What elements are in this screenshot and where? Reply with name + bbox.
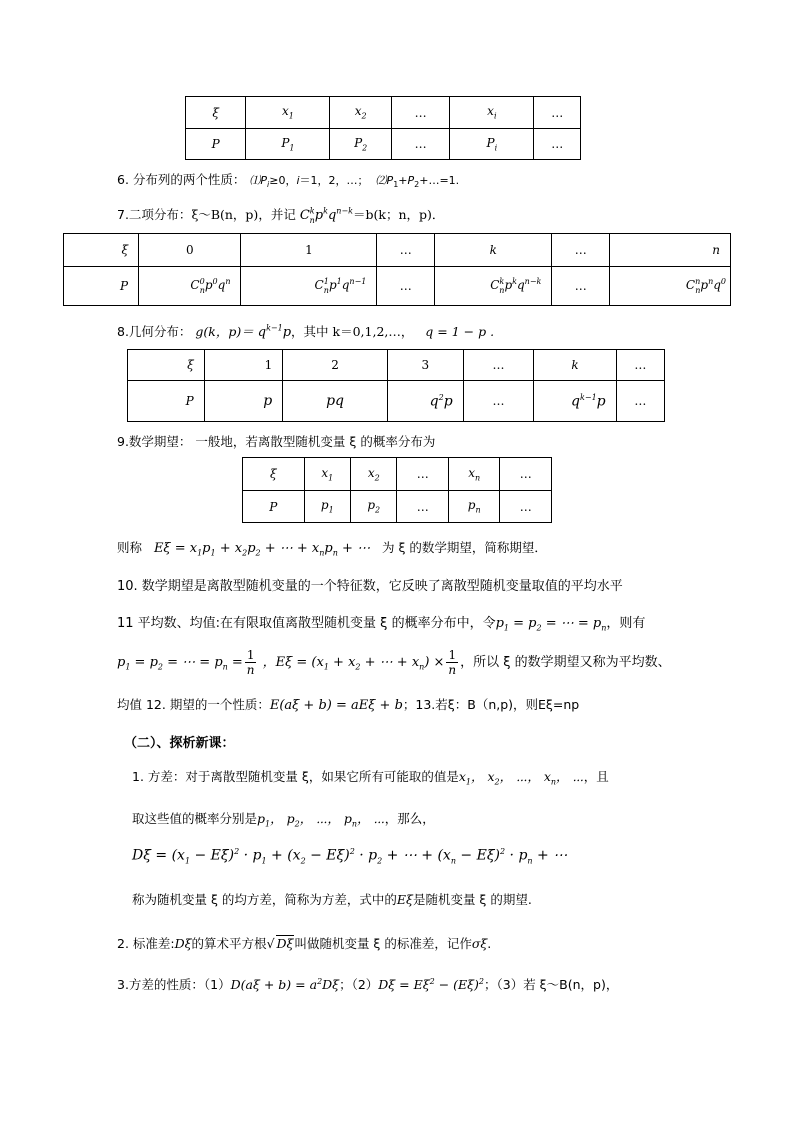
cell: $x_2$ — [351, 458, 397, 491]
standard-deviation: 2. 标准差:Dξ的算术平方根√ Dξ叫做随机变量 ξ 的标准差，记作σξ. — [117, 936, 492, 951]
cell: … — [391, 97, 449, 129]
cell: P — [186, 129, 246, 160]
cell: $q^2p$ — [387, 381, 463, 422]
item-11: 11 平均数、均值:在有限取值离散型随机变量 ξ 的概率分布中，令$p_1 = p_2$ = ⋯ = $p_n$，则有 — [117, 616, 646, 633]
cell: p — [204, 381, 283, 422]
cell: … — [397, 458, 449, 491]
item-7: 7.二项分布：ξ～B(n，p)，并记 $C^k_np^kq^{n-k}=b(k$；n，p)． — [117, 206, 445, 225]
cell: $p_1$ — [304, 491, 350, 523]
cell: $p_2$ — [351, 491, 397, 523]
cell: … — [377, 267, 435, 306]
item-10: 10. 数学期望是离散型随机变量的一个特征数，它反映了离散型随机变量取值的平均水平 — [117, 579, 623, 594]
cell: $C^k_np^kq^{n-k}$ — [435, 267, 552, 306]
cell: … — [463, 381, 534, 422]
cell: 1 — [204, 350, 283, 381]
variance-formula: $D\xi = (x_1 - E\xi)^2 \cdot p_1 + (x_2 - E\xi)^2 \cdot p_2$ + ⋯ + $(x_n - E\xi)^2 \cdot p_n$ + ⋯ — [132, 847, 568, 866]
item-11-cont: $p_1 = p_2$ = ⋯ = $p_n$ = $\frac{1}{n}$ ，$E\xi = (x_1 + x_2$ + ⋯ + $x_n$) × $\frac{1}{n}$ ，所以 ξ 的数学期望又称为平均数、 — [117, 648, 671, 677]
cell: k — [534, 350, 616, 381]
cell: $P_i$ — [450, 129, 534, 160]
cell: P — [128, 381, 205, 422]
binomial-table — [63, 233, 731, 306]
cell: k — [435, 234, 552, 267]
cell: $p_n$ — [448, 491, 500, 523]
cell: $C^n_np^nq^0$ — [610, 267, 731, 306]
cell: P — [243, 491, 305, 523]
cell: … — [534, 129, 581, 160]
property-2: ⑵P — [375, 174, 394, 187]
cell: $x_n$ — [448, 458, 500, 491]
expectation-table — [242, 457, 552, 523]
item-6: 6. 分布列的两个性质： $⑴P_i\ge 0$，i＝1，2，…； $⑵P_1+P_2+\dots=1$. — [117, 172, 460, 190]
cell: … — [616, 350, 664, 381]
item-8-label: 8.几何分布： — [117, 324, 192, 339]
cell: 0 — [139, 234, 241, 267]
cell: $x_i$ — [450, 97, 534, 129]
item-7-label: 7.二项分布： — [117, 207, 192, 222]
item-12: 均值 12. 期望的一个性质：E(aξ + b) = aEξ + b；13.若ξ：B（n,p)，则Eξ=np — [117, 697, 580, 713]
cell: … — [534, 97, 581, 129]
cell: … — [397, 491, 449, 523]
variance-definition: 1. 方差：对于离散型随机变量 ξ，如果它所有可能取的值是$x_1$， $x_2$， ⋯， $x_n$， ⋯，且 — [132, 769, 609, 787]
cell: … — [616, 381, 664, 422]
cell: $C^1_np^1q^{n-1}$ — [241, 267, 377, 306]
variance-probabilities: 取这些值的概率分别是$p_1$， $p_2$， ⋯， $p_n$， ⋯，那么， — [132, 811, 435, 829]
property-1: ⑴P — [249, 174, 268, 187]
cell: ξ — [243, 458, 305, 491]
cell: … — [463, 350, 534, 381]
cell: $x_1$ — [246, 97, 330, 129]
cell: $P_1$ — [246, 129, 330, 160]
binomial-formula: $C^k_np^kq^{n-k}$ — [299, 206, 353, 225]
cell: 3 — [387, 350, 463, 381]
cell: pq — [283, 381, 388, 422]
variance-properties: 3.方差的性质：$(1)D(a\xi + b) = a^2D\xi$；$(2)D\xi = E\xi^2 - (E\xi)^2$；（3）若 ξ～B(n，p)， — [117, 976, 619, 992]
item-6-label: 6. 分布列的两个性质： — [117, 172, 246, 187]
expectation-definition: 则称 $E\xi = x_1p_1 + x_2p_2$ + ⋯ + $x_np_n$ + ⋯ 为 ξ 的数学期望，简称期望． — [117, 540, 547, 558]
cell: … — [552, 267, 610, 306]
cell: $P_2$ — [330, 129, 391, 160]
cell: $q^{k-1}p$ — [534, 381, 616, 422]
item-9-label: 9.数学期望： — [117, 434, 192, 449]
cell: … — [377, 234, 435, 267]
cell: … — [552, 234, 610, 267]
expectation-formula: $E\xi = x_1p_1 + x_2p_2$ + ⋯ + $x_np_n$ + ⋯ — [153, 541, 371, 558]
distribution-table-top — [185, 96, 581, 160]
cell: ξ — [64, 234, 139, 267]
cell: … — [500, 491, 552, 523]
cell: $x_1$ — [304, 458, 350, 491]
cell: n — [610, 234, 731, 267]
cell: $x_2$ — [330, 97, 391, 129]
section-title: （二）、探析新课： — [124, 736, 235, 751]
cell: $C^0_np^0q^n$ — [139, 267, 241, 306]
item-8: 8.几何分布： g(k，$p)= q^{k-1}p$，其中 k＝0,1,2,…， q = 1 − p . — [117, 323, 495, 340]
cell: 1 — [241, 234, 377, 267]
geometric-table — [127, 349, 665, 422]
cell: … — [500, 458, 552, 491]
variance-note: 称为随机变量 ξ 的均方差，简称为方差，式中的Eξ是随机变量 ξ 的期望. — [132, 892, 532, 907]
cell: ξ — [186, 97, 246, 129]
item-9: 9.数学期望： 一般地，若离散型随机变量 ξ 的概率分布为 — [117, 434, 436, 449]
cell: … — [391, 129, 449, 160]
cell: P — [64, 267, 139, 306]
cell: 2 — [283, 350, 388, 381]
cell: ξ — [128, 350, 205, 381]
